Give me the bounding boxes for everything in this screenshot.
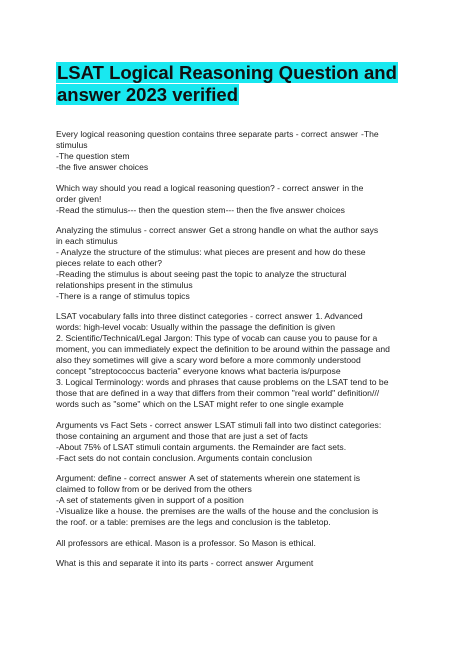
text-segment: LSAT stimuli fall into two distinct categories: bbox=[214, 420, 382, 430]
answer-label: answer bbox=[184, 420, 212, 430]
text-segment: LSAT vocabulary falls into three distinct categories - correct bbox=[56, 311, 282, 321]
document-body bbox=[56, 120, 416, 569]
title-line-2: answer 2023 verified bbox=[57, 84, 238, 105]
qa-block bbox=[56, 473, 416, 528]
text-segment: 2. Scientific/Technical/Legal Jargon: This type of vocab can cause you to pause for a bbox=[56, 333, 378, 343]
text-line bbox=[56, 258, 416, 269]
text-line bbox=[56, 291, 416, 302]
text-line bbox=[56, 420, 416, 431]
text-line bbox=[56, 194, 416, 205]
answer-label: answer bbox=[284, 311, 313, 321]
text-segment: Arguments vs Fact Sets - correct bbox=[56, 420, 182, 430]
text-line bbox=[56, 269, 416, 280]
title-line-1: LSAT Logical Reasoning Question and bbox=[57, 62, 397, 83]
answer-label: answer bbox=[330, 129, 359, 139]
text-segment: -Fact sets do not contain conclusion. Arguments contain conclusion bbox=[56, 453, 313, 463]
text-segment: claimed to follow from or be derived from the others bbox=[56, 484, 252, 494]
text-segment: pieces relate to each other? bbox=[56, 258, 163, 268]
text-line bbox=[56, 431, 416, 442]
text-segment: -Read the stimulus--- then the question stem--- then the five answer choices bbox=[56, 205, 345, 215]
text-segment: words: high-level vocab: Usually within the passage the definition is given bbox=[56, 322, 335, 332]
qa-block bbox=[56, 420, 416, 464]
text-segment: those containing an argument and those that are just a set of facts bbox=[56, 431, 308, 441]
text-segment: -The question stem bbox=[56, 151, 130, 161]
text-line bbox=[56, 225, 416, 236]
text-line bbox=[56, 236, 416, 247]
text-segment: - Analyze the structure of the stimulus: what pieces are present and how do these bbox=[56, 247, 366, 257]
text-line bbox=[56, 517, 416, 528]
text-line bbox=[56, 280, 416, 291]
text-line bbox=[56, 484, 416, 495]
text-segment: in the bbox=[342, 183, 364, 193]
text-line bbox=[56, 140, 416, 151]
text-segment: also they sometimes will give a scary word before a more commonly understood bbox=[56, 355, 361, 365]
text-segment: -The bbox=[361, 129, 379, 139]
text-line bbox=[56, 558, 416, 569]
text-segment: 1. Advanced bbox=[315, 311, 363, 321]
text-segment: What is this and separate it into its parts - correct bbox=[56, 558, 243, 568]
answer-label: answer bbox=[311, 183, 340, 193]
text-segment: -A set of statements given in support of a position bbox=[56, 495, 244, 505]
text-segment: in each stimulus bbox=[56, 236, 118, 246]
text-segment: moment, you can immediately expect the definition to be around within the passage and bbox=[56, 344, 390, 354]
text-segment: stimulus bbox=[56, 140, 88, 150]
text-segment: Analyzing the stimulus - correct bbox=[56, 225, 176, 235]
qa-block bbox=[56, 311, 416, 410]
text-segment: -the five answer choices bbox=[56, 162, 149, 172]
answer-label: answer bbox=[178, 225, 207, 235]
text-line bbox=[56, 453, 416, 464]
text-line bbox=[56, 183, 416, 194]
qa-block bbox=[56, 225, 416, 302]
text-segment: Get a strong handle on what the author says bbox=[209, 225, 379, 235]
text-line bbox=[56, 495, 416, 506]
text-line bbox=[56, 247, 416, 258]
text-line bbox=[56, 538, 416, 549]
text-segment: -Visualize like a house. the premises are the walls of the house and the conclusion is bbox=[56, 506, 379, 516]
text-line bbox=[56, 366, 416, 377]
text-segment: All professors are ethical. Mason is a professor. So Mason is ethical. bbox=[56, 538, 316, 548]
text-segment: Which way should you read a logical reasoning question? - correct bbox=[56, 183, 309, 193]
document-title bbox=[56, 62, 406, 106]
text-segment: A set of statements wherein one statement is bbox=[189, 473, 361, 483]
text-line bbox=[56, 377, 416, 388]
text-segment: relationships present in the stimulus bbox=[56, 280, 193, 290]
qa-block bbox=[56, 183, 416, 216]
text-segment: -Reading the stimulus is about seeing past the topic to analyze the structural bbox=[56, 269, 347, 279]
qa-block bbox=[56, 129, 416, 173]
text-line bbox=[56, 388, 416, 399]
text-segment: Every logical reasoning question contains three separate parts - correct bbox=[56, 129, 328, 139]
text-line bbox=[56, 344, 416, 355]
text-segment: Argument bbox=[275, 558, 314, 568]
text-segment: order given! bbox=[56, 194, 102, 204]
text-line bbox=[56, 311, 416, 322]
text-line bbox=[56, 205, 416, 216]
text-line bbox=[56, 162, 416, 173]
text-line bbox=[56, 333, 416, 344]
text-line bbox=[56, 151, 416, 162]
document-title-block bbox=[56, 62, 406, 106]
qa-block bbox=[56, 558, 416, 569]
text-segment: the roof. or a table: premises are the legs and conclusion is the tabletop. bbox=[56, 517, 331, 527]
qa-block bbox=[56, 538, 416, 549]
answer-label: answer bbox=[158, 473, 187, 483]
text-line bbox=[56, 442, 416, 453]
text-line bbox=[56, 129, 416, 140]
text-segment: 3. Logical Terminology: words and phrases that cause problems on the LSAT tend to be bbox=[56, 377, 389, 387]
text-segment: concept "streptococcus bacteria" everyone knows what bacteria is/purpose bbox=[56, 366, 341, 376]
text-line bbox=[56, 506, 416, 517]
text-line bbox=[56, 399, 416, 410]
text-segment: Argument: define - correct bbox=[56, 473, 156, 483]
answer-label: answer bbox=[245, 558, 273, 568]
text-segment: -About 75% of LSAT stimuli contain arguments. the Remainder are fact sets. bbox=[56, 442, 347, 452]
text-line bbox=[56, 473, 416, 484]
text-line bbox=[56, 355, 416, 366]
text-segment: those that are defined in a way that differs from their common "real world" definition/// bbox=[56, 388, 380, 398]
text-segment: -There is a range of stimulus topics bbox=[56, 291, 190, 301]
text-segment: words such as "some" which on the LSAT might refer to one single example bbox=[56, 399, 344, 409]
text-line bbox=[56, 322, 416, 333]
